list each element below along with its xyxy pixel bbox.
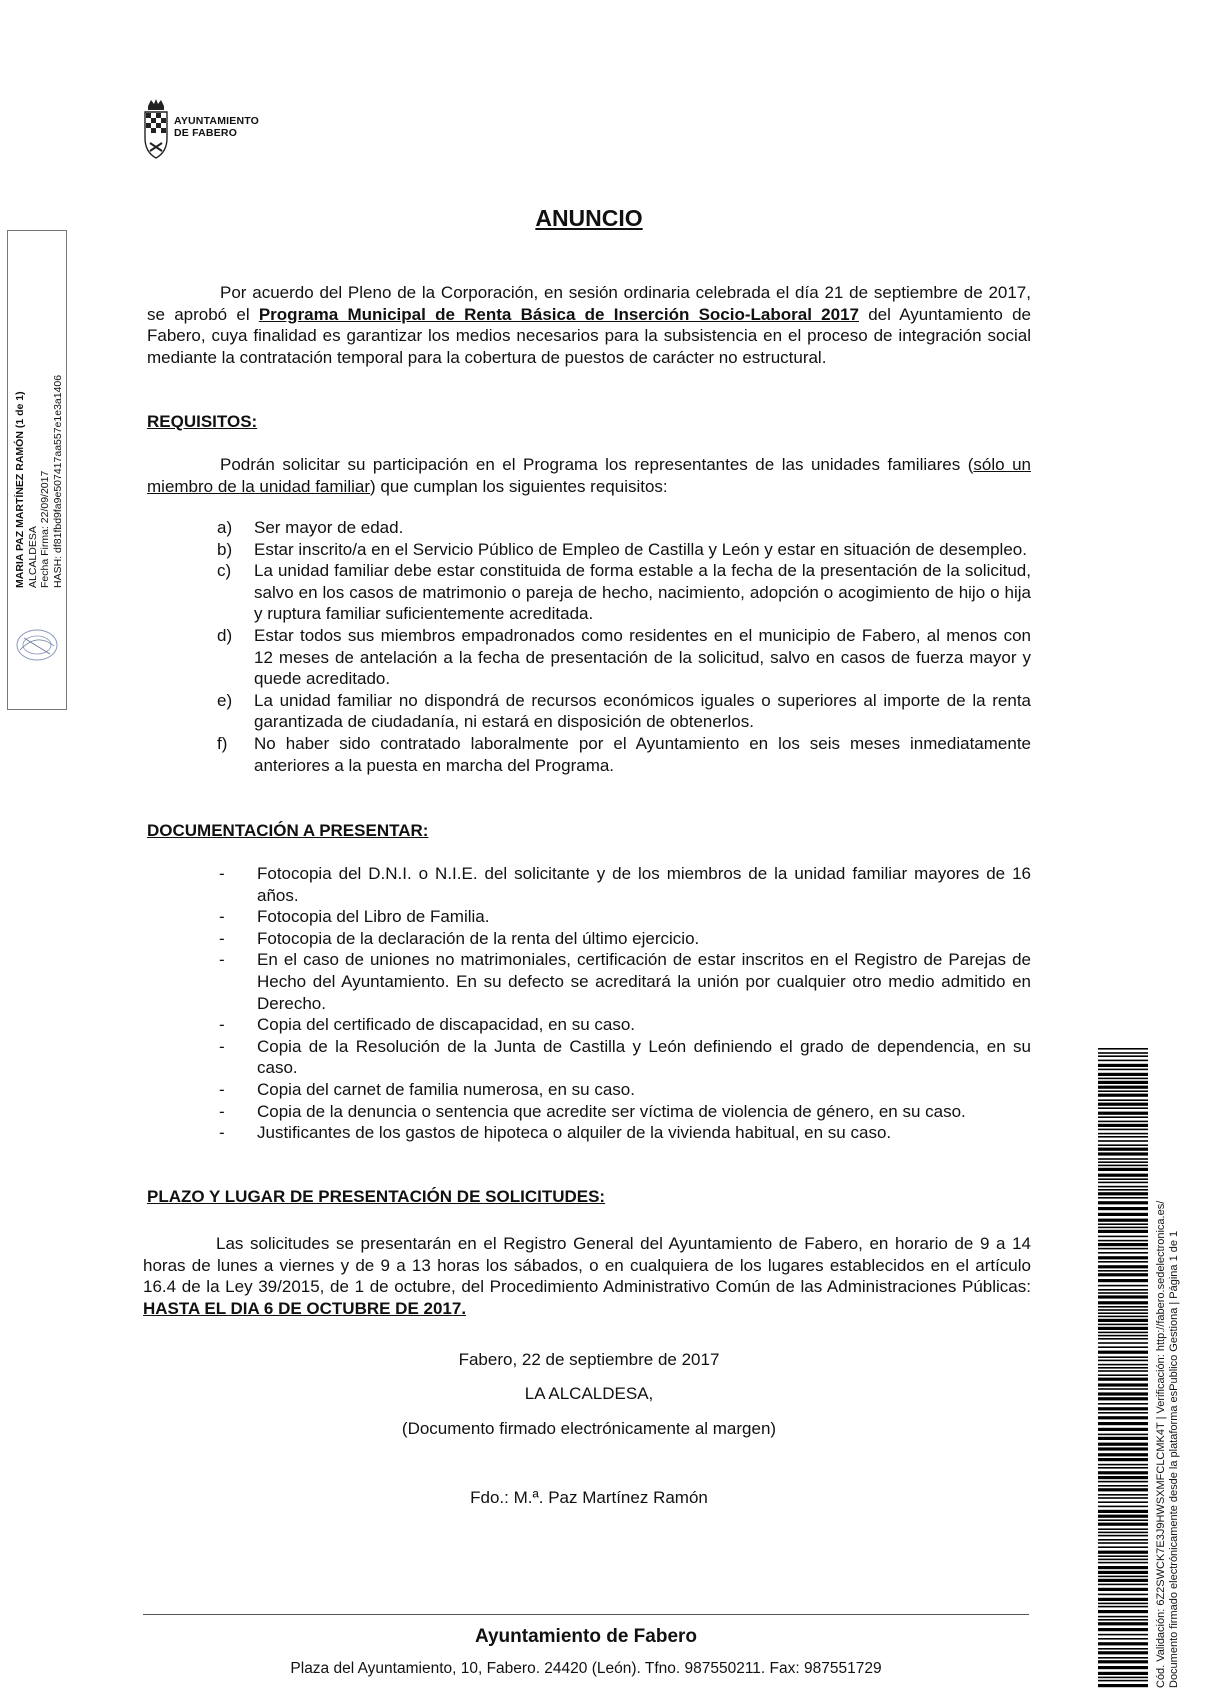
- list-item: - Copia del certificado de discapacidad, en su caso.: [219, 1015, 636, 1035]
- section-plazo: PLAZO Y LUGAR DE PRESENTACIÓN DE SOLICITUDES:: [147, 1187, 606, 1206]
- signed-note: (Documento firmado electrónicamente al margen): [401, 1419, 777, 1438]
- coat-of-arms-icon: [144, 98, 168, 160]
- list-item: f) No haber sido contratado laboralmente por el Ayuntamiento en los seis meses inmediatamente anteriores a la puesta en marcha del Programa.: [217, 733, 1031, 775]
- signature-text: [14, 375, 64, 588]
- logo-line1: AYUNTAMIENTO: [174, 115, 260, 127]
- list-item: b) Estar inscrito/a en el Servicio Público de Empleo de Castilla y León y estar en situación de desempleo.: [217, 539, 1027, 559]
- signature-seal-icon: [12, 620, 62, 670]
- list-item: e) La unidad familiar no dispondrá de recursos económicos iguales o superiores al importe de la renta garantizada de ciudadanía, ni estará en disposición de obtenerlos.: [217, 690, 1031, 732]
- section-requisitos: REQUISITOS:: [147, 412, 258, 431]
- footer-name: Ayuntamiento de Fabero: [474, 1626, 698, 1647]
- list-item: - Copia de la denuncia o sentencia que acredite ser víctima de violencia de género, en su caso.: [219, 1101, 966, 1121]
- signer-role: ALCALDESA: [26, 526, 39, 588]
- validation-platform: Documento firmado electrónicamente desde la plataforma esPublico Gestiona | Página 1 de 1: [1168, 1230, 1180, 1688]
- list-item: - Fotocopia de la declaración de la renta del último ejercicio.: [219, 928, 700, 948]
- section-documentacion: DOCUMENTACIÓN A PRESENTAR:: [147, 821, 429, 840]
- list-item: a) Ser mayor de edad.: [217, 518, 404, 537]
- documentacion-list: [219, 863, 1031, 1144]
- signed-by: Fdo.: M.ª. Paz Martínez Ramón: [470, 1488, 708, 1507]
- list-item: - Fotocopia del D.N.I. o N.I.E. del solicitante y de los miembros de la unidad familiar mayores de 16 años.: [219, 864, 1031, 905]
- page-title: ANUNCIO: [535, 205, 643, 231]
- signature-date: Fecha Firma: 22/09/2017: [39, 470, 51, 588]
- plazo-paragraph: Las solicitudes se presentarán en el Registro General del Ayuntamiento de Fabero, en horario de 9 a 14 horas de lunes a viernes y de 9 a 13 horas los sábados, o en cualquiera de los lugares establecidos en el artículo 16.4 de la Ley 39/2015, de 1 de octubre, del Procedimiento Administrativo Común de las Administraciones Públicas: HASTA EL DIA 6 DE OCTUBRE DE 2017.: [143, 1234, 1031, 1318]
- list-item: - En el caso de uniones no matrimoniales, certificación de estar inscritos en el Registro de Parejas de Hecho del Ayuntamiento. En su defecto se acreditará la unión por cualquier otro medio admitido en Derecho.: [219, 950, 1031, 1013]
- ayuntamiento-logo: [144, 98, 304, 160]
- list-item: c) La unidad familiar debe estar constituida de forma estable a la fecha de la presentación de la solicitud, salvo en los casos de matrimonio o pareja de hecho, nacimiento, adopción o acogimiento de hijo o hija y ruptura familiar suficientemente acreditada.: [217, 561, 1031, 624]
- requisitos-intro: Podrán solicitar su participación en el Programa los representantes de las unidades familiares (sólo un miembro de la unidad familiar) que cumplan los siguientes requisitos:: [147, 455, 1031, 496]
- logo-line2: DE FABERO: [174, 127, 238, 139]
- signer-title: LA ALCALDESA,: [524, 1384, 654, 1403]
- list-item: - Copia de la Resolución de la Junta de Castilla y León definiendo el grado de dependencia, en su caso.: [219, 1036, 1031, 1078]
- signer-name: MARIA PAZ MARTÍNEZ RAMÓN (1 de 1): [14, 391, 26, 588]
- list-item: - Fotocopia del Libro de Familia.: [219, 907, 490, 927]
- list-item: d) Estar todos sus miembros empadronados como residentes en el municipio de Fabero, al menos con 12 meses de antelación a la fecha de presentación de la solicitud, salvo en casos de fuerza mayor y quede acreditado.: [217, 625, 1031, 689]
- signature-hash: HASH: df81fbd9fa9e507417aa557e1e3a1406: [51, 374, 64, 588]
- validation-text: [1155, 1201, 1181, 1688]
- requisitos-list: [217, 517, 1031, 776]
- place-date: Fabero, 22 de septiembre de 2017: [458, 1350, 720, 1369]
- barcode: [1098, 1048, 1148, 1688]
- program-name: Programa Municipal de Renta Básica de Inserción Socio-Laboral 2017: [258, 304, 859, 324]
- list-item: - Justificantes de los gastos de hipoteca o alquiler de la vivienda habitual, en su caso.: [219, 1123, 892, 1143]
- footer-divider: [143, 1614, 1029, 1615]
- validation-code: Cód. Validación: 6Z2SWCK7E3J9HWSXMFCLCMK4T | Verificación: http://fabero.sedelectronica.es/: [1155, 1200, 1167, 1688]
- list-item: - Copia del carnet de familia numerosa, en su caso.: [219, 1079, 635, 1099]
- deadline: HASTA EL DIA 6 DE OCTUBRE DE 2017.: [143, 1298, 467, 1318]
- footer-address: Plaza del Ayuntamiento, 10, Fabero. 24420 (León). Tfno. 987550211. Fax: 987551729: [290, 1660, 882, 1677]
- intro-paragraph: Por acuerdo del Pleno de la Corporación, en sesión ordinaria celebrada el día 21 de septiembre de 2017, se aprobó el Programa Municipal de Renta Básica de Inserción Socio-Laboral 2017 del Ayuntamiento de Fabero, cuya finalidad es garantizar los medios necesarios para la subsistencia en el proceso de integración social mediante la contratación temporal para la cobertura de puestos de carácter no estructural.: [147, 283, 1031, 367]
